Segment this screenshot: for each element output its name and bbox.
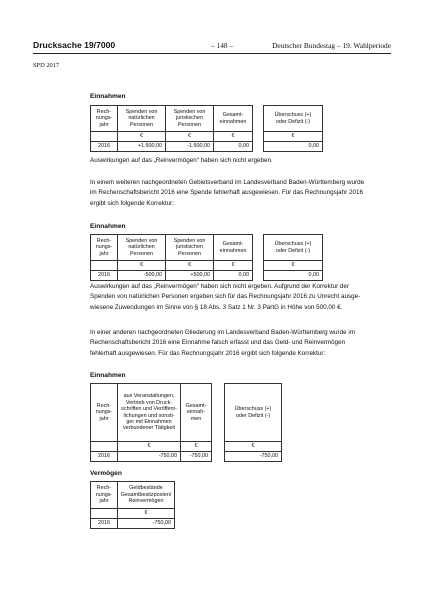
unit-euro: € — [214, 261, 253, 271]
cell-veranstaltungen: -750,00 — [118, 452, 181, 462]
document-number: Drucksache 19/7000 — [33, 40, 116, 50]
cell-ueberschuss: -750,00 — [225, 452, 282, 462]
col-gesamt: Gesamt- einnah- men — [181, 384, 212, 442]
unit-euro: € — [214, 132, 253, 142]
table-row — [91, 452, 282, 462]
cell-juristische: -1.500,00 — [166, 142, 214, 152]
cell-jahr: 2016 — [91, 271, 118, 281]
table-einnahmen-1 — [90, 105, 323, 152]
col-ueberschuss: Überschuss (+) oder Defizit (-) — [264, 235, 323, 261]
col-juristische: Spenden von juristischen Personen — [166, 235, 214, 261]
unit-euro: € — [181, 442, 212, 452]
party-year-label: SPD 2017 — [33, 62, 60, 69]
running-header — [33, 40, 391, 54]
cell-jahr: 2016 — [91, 452, 118, 462]
unit-euro: € — [166, 261, 214, 271]
unit-euro: € — [118, 509, 175, 519]
cell-ueberschuss: 0,00 — [264, 271, 323, 281]
page-number: – 148 – — [211, 41, 234, 50]
col-jahr: Rech- nungs- jahr — [91, 235, 118, 261]
table-einnahmen-3 — [90, 383, 282, 462]
cell-gesamt: -750,00 — [181, 452, 212, 462]
note-reinvermoegen-2: Auswirkungen auf das „Reinvermögen“ haben sich nicht ergeben. Aufgrund der Korrektur der Spenden von natürlichen Personen ergeben sich für das Rechnungsjahr 2016 zu Unrecht ausge- wiesene Zuwendungen im Sinne von § 18 Abs. 3 Satz 1 Nr. 3 PartG in Höhe von 500,00 €. — [90, 283, 361, 311]
cell-gesamt: 0,00 — [214, 271, 253, 281]
header-rule — [33, 53, 391, 54]
cell-ueberschuss: 0,00 — [264, 142, 323, 152]
col-geldbestaende: Geldbestände Gesamtbesitzposten/ Reinvermögen — [118, 482, 175, 509]
col-ueberschuss: Überschuss (+) oder Defizit (-) — [225, 384, 282, 442]
section-heading-vermoegen: Vermögen — [90, 470, 122, 477]
cell-natuerliche: -500,00 — [118, 271, 166, 281]
unit-euro: € — [264, 132, 323, 142]
col-natuerliche: Spenden von natürlichen Personen — [118, 106, 166, 132]
col-veranstaltungen: aus Veranstaltungen, Vertrieb von Druck- schriften und Veröffent- lichungen und sonsti- ger mit Einnahmen verbundener Tätigkeit — [118, 384, 181, 442]
cell-geldbestaende: -750,00 — [118, 519, 175, 529]
col-juristische: Spenden von juristischen Personen — [166, 106, 214, 132]
cell-jahr: 2016 — [91, 142, 118, 152]
col-gesamt: Gesamt- einnahmen — [214, 106, 253, 132]
table-row — [91, 142, 323, 152]
table-row — [91, 271, 323, 281]
col-natuerliche: Spenden von natürlichen Personen — [118, 235, 166, 261]
section-heading-einnahmen-1: Einnahmen — [90, 93, 126, 100]
section-heading-einnahmen-2: Einnahmen — [90, 223, 126, 230]
unit-euro: € — [118, 442, 181, 452]
unit-euro: € — [118, 132, 166, 142]
unit-euro: € — [264, 261, 323, 271]
cell-natuerliche: +1.500,00 — [118, 142, 166, 152]
paragraph-1: In einem weiteren nachgeordneten Gebietsverband im Landesverband Baden-Württemberg wurde im Rechenschaftsbericht 2016 eine Spende fehlerhaft ausgewiesen. Für das Rechnungsjahr 2016 ergibt sich folgende Korrektur: — [90, 179, 365, 207]
col-jahr: Rech- nungs- jahr — [91, 482, 118, 509]
col-ueberschuss: Überschuss (+) oder Defizit (-) — [264, 106, 323, 132]
unit-euro: € — [118, 261, 166, 271]
table-einnahmen-2 — [90, 234, 323, 281]
unit-euro: € — [225, 442, 282, 452]
table-row — [91, 519, 175, 529]
col-gesamt: Gesamt- einnahmen — [214, 235, 253, 261]
unit-euro: € — [166, 132, 214, 142]
publisher: Deutscher Bundestag – 19. Wahlperiode — [272, 41, 391, 50]
cell-juristische: +500,00 — [166, 271, 214, 281]
col-jahr: Rech- nungs- jahr — [91, 384, 118, 442]
table-vermoegen — [90, 481, 175, 529]
col-jahr: Rech- nungs- jahr — [91, 106, 118, 132]
cell-jahr: 2016 — [91, 519, 118, 529]
section-heading-einnahmen-3: Einnahmen — [90, 372, 126, 379]
cell-gesamt: 0,00 — [214, 142, 253, 152]
paragraph-2: In einer anderen nachgeordneten Gliederung im Landesverband Baden-Württemberg wurde im Rechenschaftsbericht 2016 eine Einnahme falsch erfasst und das Geld- und Reinvermögen fehlerhaft ausgewiesen. Für das Rechnungsjahr 2016 ergibt sich folgende Korrektur: — [90, 329, 355, 357]
note-reinvermoegen-1: Auswirkungen auf das „Reinvermögen“ haben sich nicht ergeben. — [90, 157, 273, 164]
